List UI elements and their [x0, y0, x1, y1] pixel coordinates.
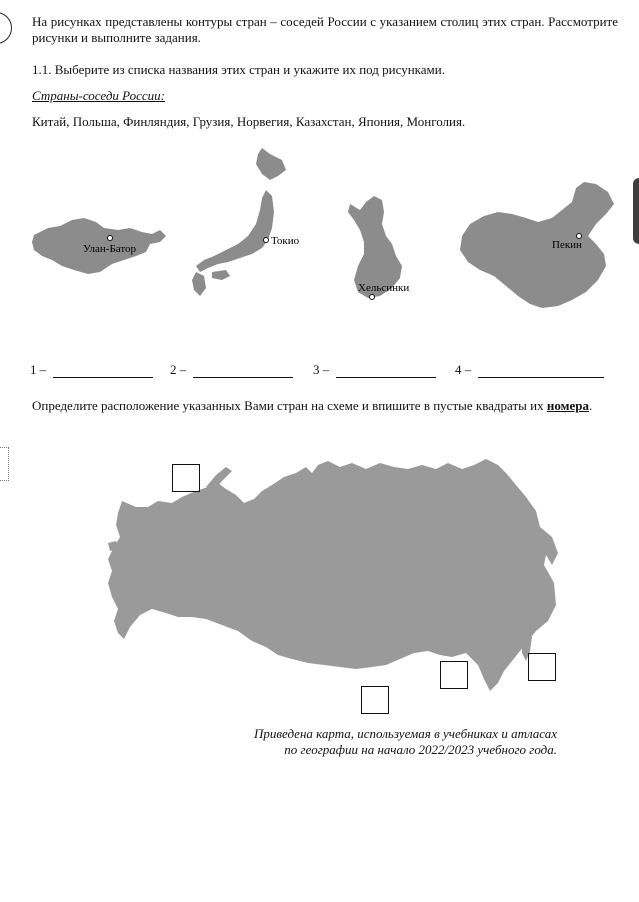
answer-box-norway[interactable]	[172, 464, 200, 492]
answer-1-label: 1 –	[30, 362, 47, 377]
answer-2-label: 2 –	[170, 362, 187, 377]
beijing-marker	[577, 234, 582, 239]
countries-list: Китай, Польша, Финляндия, Грузия, Норвегия, Казахстан, Япония, Монголия.	[32, 114, 466, 129]
answer-3-field[interactable]	[336, 363, 436, 378]
caption-line-2: по географии на начало 2022/2023 учебного года.	[284, 742, 557, 757]
beijing-label: Пекин	[552, 239, 582, 251]
answer-4-label: 4 –	[455, 362, 472, 377]
answer-3-label: 3 –	[313, 362, 330, 377]
answer-1-field[interactable]	[53, 363, 153, 378]
task-number-circle	[0, 12, 12, 44]
answer-box-japan[interactable]	[528, 653, 556, 681]
answer-1	[30, 362, 153, 378]
answer-2-field[interactable]	[193, 363, 293, 378]
japan-shikoku	[212, 270, 230, 280]
intro-text: На рисунках представлены контуры стран – соседей России с указанием столиц этих стран. Рассмотрите рисунки и выполните задания.	[32, 14, 618, 45]
china-outline	[460, 182, 614, 308]
japan-outline	[256, 148, 286, 180]
japan-honshu	[196, 190, 274, 272]
answer-4-field[interactable]	[478, 363, 604, 378]
answer-4	[455, 362, 604, 378]
country-outlines	[0, 140, 639, 350]
map-caption	[200, 726, 557, 758]
tokyo-label: Токио	[271, 235, 300, 247]
japan-kyushu	[192, 272, 206, 296]
define-text	[32, 398, 616, 414]
answer-3	[313, 362, 436, 378]
task-1-1-text: 1.1. Выберите из списка названия этих стран и укажите их под рисунками.	[32, 62, 445, 77]
ulan-bator-marker	[108, 236, 113, 241]
ulan-bator-label: Улан-Батор	[83, 243, 137, 255]
caption-line-1: Приведена карта, используемая в учебниках и атласах	[253, 726, 557, 741]
answer-box-mongolia[interactable]	[361, 686, 389, 714]
answer-box-china[interactable]	[440, 661, 468, 689]
helsinki-marker	[370, 295, 375, 300]
define-end: .	[588, 398, 593, 413]
countries-title: Страны-соседи России:	[32, 88, 165, 103]
define-bold: номера	[546, 398, 589, 413]
russia-outline	[108, 459, 556, 691]
helsinki-label: Хельсинки	[358, 282, 410, 294]
tokyo-marker	[264, 238, 269, 243]
define-main: Определите расположение указанных Вами стран на схеме и впишите в пустые квадраты их	[32, 398, 544, 413]
answer-2	[170, 362, 293, 378]
